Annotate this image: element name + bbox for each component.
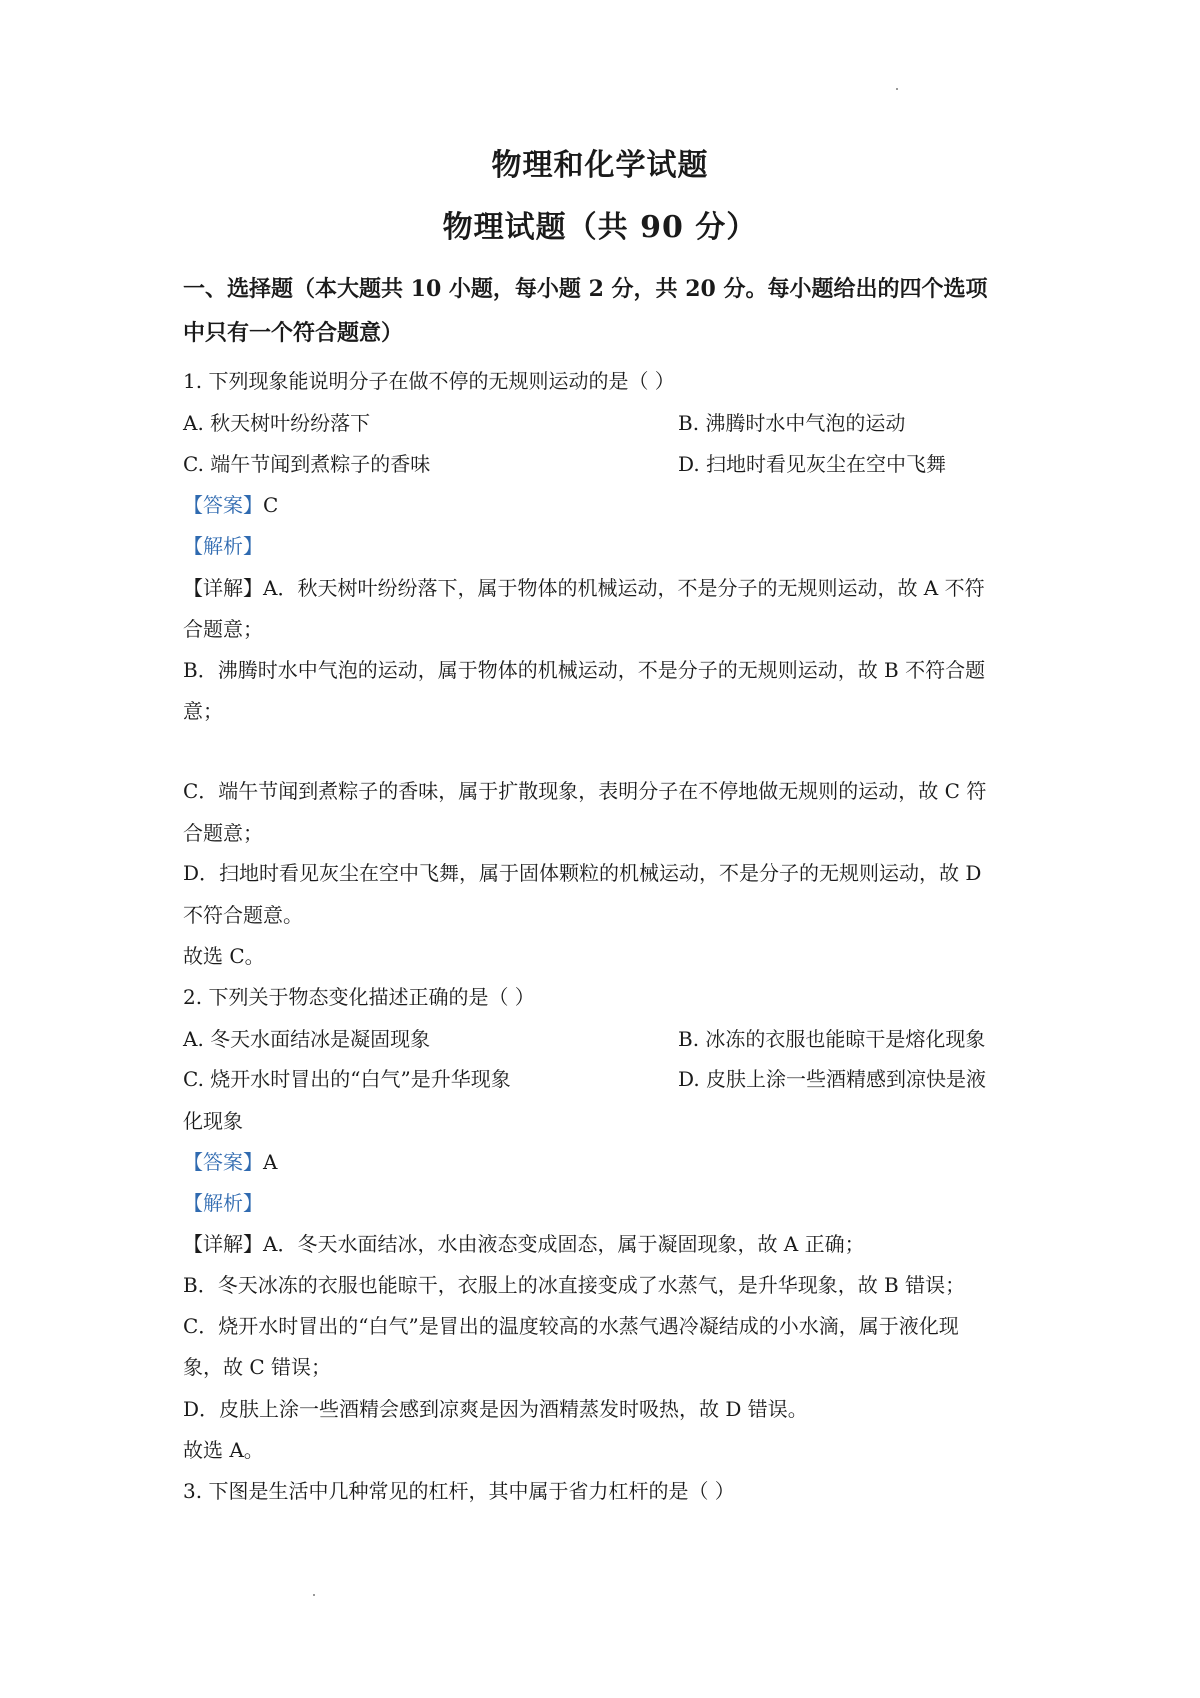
q1-analysis-tag: 【解析】 xyxy=(183,534,263,558)
q2-option-c: C. 烧开水时冒出的“白气”是升华现象 xyxy=(183,1067,511,1091)
q2-analysis xyxy=(183,1190,263,1216)
q2-detail-tag: 【详解】 xyxy=(183,1232,263,1256)
q1-answer xyxy=(183,492,278,518)
q1-answer-value: C xyxy=(263,493,279,517)
q2-stem: 2. 下列关于物态变化描述正确的是（ ） xyxy=(183,985,535,1009)
scan-dot-bottom xyxy=(313,1594,315,1596)
q1-option-a: A. 秋天树叶纷纷落下 xyxy=(183,411,371,435)
q2-detail-b: B．冬天冰冻的衣服也能晾干，衣服上的冰直接变成了水蒸气，是升华现象，故 B 错误； xyxy=(183,1273,966,1297)
q1-choose: 故选 C。 xyxy=(183,944,265,968)
q2-detail-a-text: A．冬天水面结冰，水由液态变成固态，属于凝固现象，故 A 正确； xyxy=(263,1232,865,1256)
q1-detail-c-line1: C．端午节闻到煮粽子的香味，属于扩散现象，表明分子在不停地做无规则的运动，故 C 符 xyxy=(183,779,987,803)
q1-answer-tag: 【答案】 xyxy=(183,493,263,517)
q1-detail-b-line1: B．沸腾时水中气泡的运动，属于物体的机械运动，不是分子的无规则运动，故 B 不符合题 xyxy=(183,658,986,682)
q1-option-c: C. 端午节闻到煮粽子的香味 xyxy=(183,452,431,476)
scan-dot-top xyxy=(896,88,898,90)
q2-answer xyxy=(183,1149,277,1175)
page-title: 物理和化学试题 xyxy=(491,148,709,183)
q1-option-b: B. 沸腾时水中气泡的运动 xyxy=(678,411,906,435)
q2-option-b: B. 冰冻的衣服也能晾干是熔化现象 xyxy=(678,1027,986,1051)
q2-answer-tag: 【答案】 xyxy=(183,1150,263,1174)
q2-option-a: A. 冬天水面结冰是凝固现象 xyxy=(183,1027,431,1051)
q1-detail-b-line2: 意； xyxy=(183,699,223,723)
q2-detail-a xyxy=(183,1231,865,1257)
q2-option-d-line2: 化现象 xyxy=(183,1109,243,1133)
q1-detail-d-line1: D．扫地时看见灰尘在空中飞舞，属于固体颗粒的机械运动，不是分子的无规则运动，故 D xyxy=(183,861,982,885)
q1-detail-a-line1 xyxy=(183,575,985,601)
q2-detail-c-line1: C．烧开水时冒出的“白气”是冒出的温度较高的水蒸气遇冷凝结成的小水滴，属于液化现 xyxy=(183,1314,959,1338)
q1-detail-c-line2: 合题意； xyxy=(183,821,263,845)
q2-answer-value: A xyxy=(263,1150,278,1174)
q2-detail-d: D．皮肤上涂一些酒精会感到凉爽是因为酒精蒸发时吸热，故 D 错误。 xyxy=(183,1397,808,1421)
page-subtitle: 物理试题（共 90 分） xyxy=(442,210,758,245)
q2-choose: 故选 A。 xyxy=(183,1438,264,1462)
q1-detail-a-line2: 合题意； xyxy=(183,617,263,641)
q1-option-d: D. 扫地时看见灰尘在空中飞舞 xyxy=(678,452,947,476)
q1-detail-a-text: A．秋天树叶纷纷落下，属于物体的机械运动，不是分子的无规则运动，故 A 不符 xyxy=(263,576,985,600)
section-heading-line2: 中只有一个符合题意） xyxy=(183,320,404,346)
q1-detail-d-line2: 不符合题意。 xyxy=(183,903,303,927)
q3-stem: 3. 下图是生活中几种常见的杠杆，其中属于省力杠杆的是（ ） xyxy=(183,1479,735,1503)
q2-option-d-line1: D. 皮肤上涂一些酒精感到凉快是液 xyxy=(678,1067,987,1091)
q1-stem: 1. 下列现象能说明分子在做不停的无规则运动的是（ ） xyxy=(183,369,675,393)
q2-analysis-tag: 【解析】 xyxy=(183,1191,263,1215)
q2-detail-c-line2: 象，故 C 错误； xyxy=(183,1355,332,1379)
q1-detail-tag: 【详解】 xyxy=(183,576,263,600)
q1-analysis xyxy=(183,533,263,559)
section-heading-line1: 一、选择题（本大题共 10 小题，每小题 2 分，共 20 分。每小题给出的四个选项 xyxy=(183,276,988,302)
